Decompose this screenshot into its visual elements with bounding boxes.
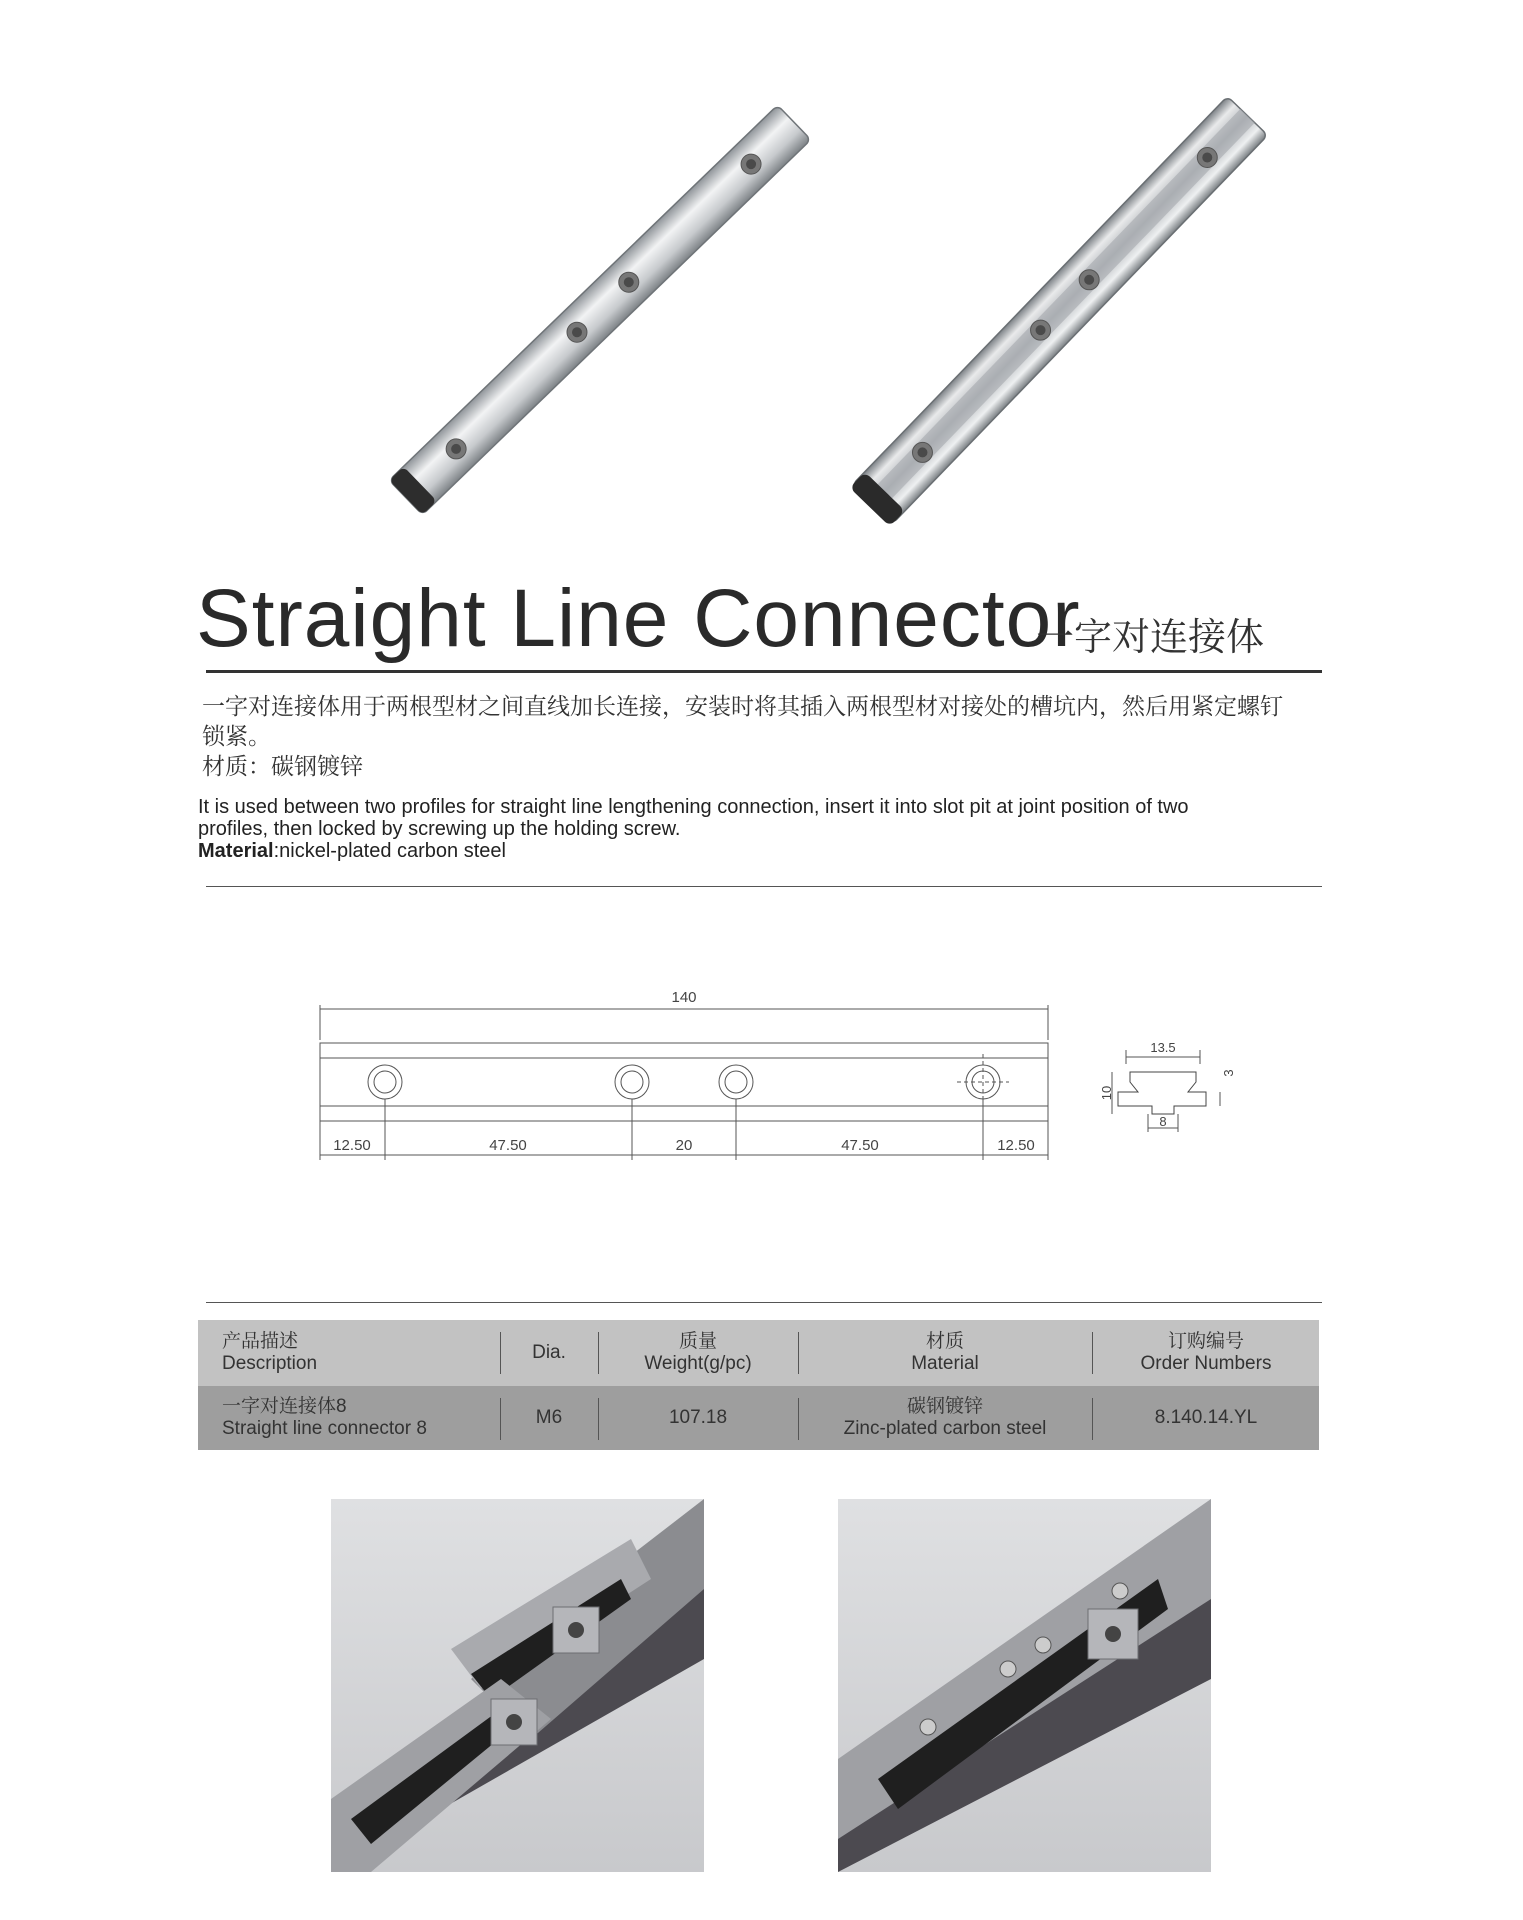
cell-material-en: Zinc-plated carbon steel — [843, 1418, 1047, 1439]
installation-photo-right — [838, 1499, 1211, 1872]
title-divider — [206, 670, 1322, 673]
drawing-divider — [206, 1302, 1322, 1303]
header-material-cn: 材质 — [925, 1331, 964, 1352]
header-order-cn: 订购编号 — [1167, 1331, 1244, 1352]
header-dia — [501, 1320, 597, 1386]
dim-seg3: 20 — [675, 1137, 693, 1154]
cell-description — [198, 1386, 522, 1450]
header-material — [799, 1320, 1091, 1386]
header-weight-cn: 质量 — [678, 1331, 717, 1352]
header-material-en: Material — [911, 1353, 979, 1374]
header-order-numbers — [1093, 1320, 1319, 1386]
connector-photo-flat — [380, 80, 820, 540]
description-cn-line1: 一字对连接体用于两根型材之间直线加长连接，安装时将其插入两根型材对接处的槽坑内，然后用紧定螺钉 — [202, 694, 1283, 720]
cell-order-number: 8.140.14.YL — [1154, 1407, 1258, 1428]
cell-material-cn: 碳钢镀锌 — [906, 1396, 983, 1417]
cell-material — [799, 1386, 1091, 1450]
cell-weight: 107.18 — [668, 1407, 728, 1428]
description-en — [198, 796, 1328, 862]
description-cn — [202, 692, 1332, 782]
dim-seg4: 47.50 — [841, 1137, 879, 1154]
dim-profile-step: 3 — [1221, 1069, 1236, 1077]
dim-seg1: 12.50 — [333, 1137, 371, 1154]
page-title-cn: 一字对连接体 — [1036, 615, 1265, 659]
dim-seg2: 47.50 — [489, 1137, 527, 1154]
description-en-line2: profiles, then locked by screwing up the holding screw. — [198, 818, 681, 840]
cell-description-cn: 一字对连接体8 — [222, 1396, 347, 1417]
material-cn: 材质：碳钢镀锌 — [202, 754, 363, 780]
cell-description-en: Straight line connector 8 — [222, 1418, 427, 1439]
description-en-line1: It is used between two profiles for straight line lengthening connection, insert it into slot pit at joint position of two — [198, 796, 1189, 818]
dim-profile-width: 13.5 — [1150, 1040, 1176, 1055]
dim-profile-height: 10 — [1099, 1085, 1114, 1101]
header-dia-en: Dia. — [532, 1342, 566, 1363]
header-description — [198, 1320, 522, 1386]
spec-table — [198, 1320, 1319, 1450]
table-header-row — [198, 1320, 1319, 1386]
installation-photo-left — [331, 1499, 704, 1872]
technical-drawing — [300, 980, 1260, 1180]
header-description-cn: 产品描述 — [222, 1331, 299, 1352]
header-order-en: Order Numbers — [1140, 1353, 1272, 1374]
material-en-value: :nickel-plated carbon steel — [273, 840, 506, 862]
description-divider — [206, 886, 1322, 887]
header-description-en: Description — [222, 1353, 318, 1374]
header-weight — [599, 1320, 797, 1386]
cell-dia: M6 — [535, 1407, 563, 1428]
dim-profile-neck: 8 — [1159, 1114, 1167, 1129]
dim-seg5: 12.50 — [997, 1137, 1035, 1154]
material-en — [198, 840, 1328, 862]
dim-total-length: 140 — [671, 989, 697, 1006]
header-weight-en: Weight(g/pc) — [644, 1353, 752, 1374]
material-en-label: Material — [198, 840, 274, 862]
page-title: Straight Line Connector — [196, 573, 1081, 664]
connector-photo-slotted — [840, 80, 1280, 540]
table-row — [198, 1386, 1319, 1450]
description-cn-line2: 锁紧。 — [202, 724, 271, 750]
